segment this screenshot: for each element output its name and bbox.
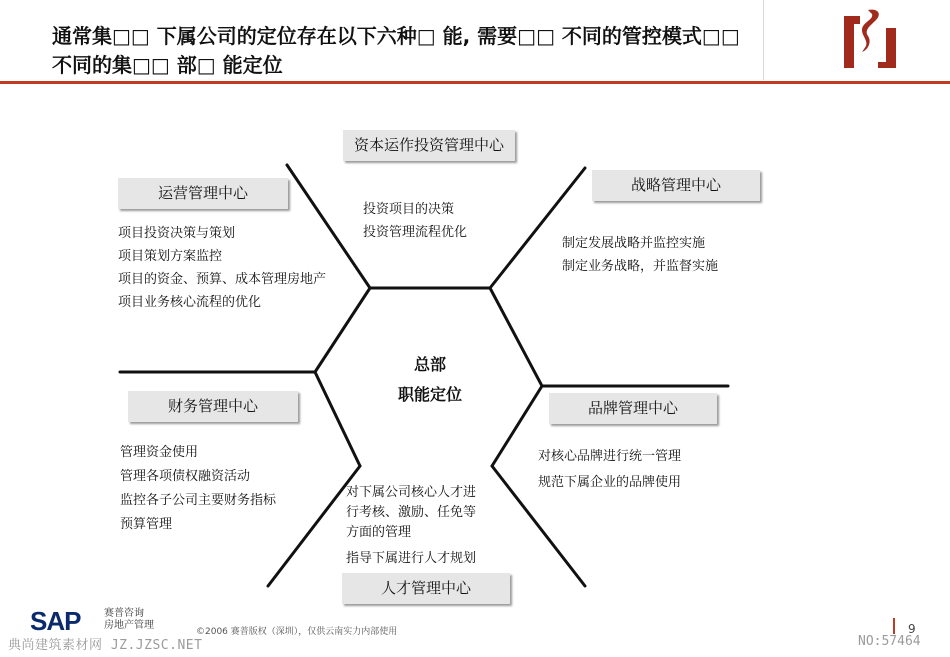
list-item: 规范下属企业的品牌使用 [538,475,682,490]
page-marker [893,618,895,634]
center-line-2: 职能定位 [397,385,462,404]
list-item: 投资管理流程优化 [363,225,468,240]
slide-title: 通常集□□ 下属公司的定位存在以下六种□ 能, 需要□□ 不同的管控模式□□ 不同的集□□ 部□ 能定位 [52,24,740,77]
list-item: 投资项目的决策 [363,202,455,217]
list-item: 对核心品牌进行统一管理 [538,449,682,464]
finance-center-box: 财务管理中心 [128,391,298,422]
copyright-text: ©2006 赛普版权（深圳），仅供云南实力内部使用 [196,627,398,637]
hex-edge-lower-right [492,386,542,466]
hex-edge-lower-left [315,372,360,466]
center-line-1: 总部 [413,355,446,374]
talent-center-items [346,483,476,569]
strategy-center-box: 战略管理中心 [592,170,760,201]
brand-logo [104,608,154,632]
list-item: 对下属公司核心人才进 [346,485,477,500]
list-item: 管理各项债权融资活动 [120,469,251,484]
strategy-center-items [562,232,718,278]
list-item: 制定发展战略并监控实施 [562,236,706,251]
talent-center-box: 人才管理中心 [342,573,510,604]
list-item: 预算管理 [120,517,173,532]
finance-center-items [120,441,276,537]
operation-center-items [118,222,326,314]
hex-edge-upper-right [490,288,542,386]
brand-center-items [538,444,681,496]
operation-center-box: 运营管理中心 [118,178,288,209]
brand-line-2: 房地产管理 [104,620,154,631]
brand-center-box: 品牌管理中心 [549,393,717,424]
capital-center-box: 资本运作投资管理中心 [343,130,515,161]
list-item: 管理资金使用 [120,445,199,460]
page-number: 9 [908,622,916,636]
list-item: 项目的资金、预算、成本管理房地产 [118,272,327,287]
doc-number: NO:57464 [858,634,921,649]
list-item: 监控各子公司主要财务指标 [120,493,277,508]
brand-line-1: 赛普咨询 [104,608,144,619]
list-item: 项目策划方案监控 [118,249,223,264]
list-item: 方面的管理 [346,525,412,540]
list-item: 制定业务战略，并监督实施 [562,259,719,274]
sap-logo: SAP [30,606,81,636]
list-item: 项目业务核心流程的优化 [118,295,262,310]
list-item: 行考核、激励、任免等 [346,505,477,520]
watermark-text: 典尚建筑素材网 JZ.JZSC.NET [8,638,203,653]
list-item: 项目投资决策与策划 [118,226,236,241]
list-item: 指导下属进行人才规划 [346,551,477,566]
center-label [380,350,480,410]
capital-center-items [363,198,467,244]
